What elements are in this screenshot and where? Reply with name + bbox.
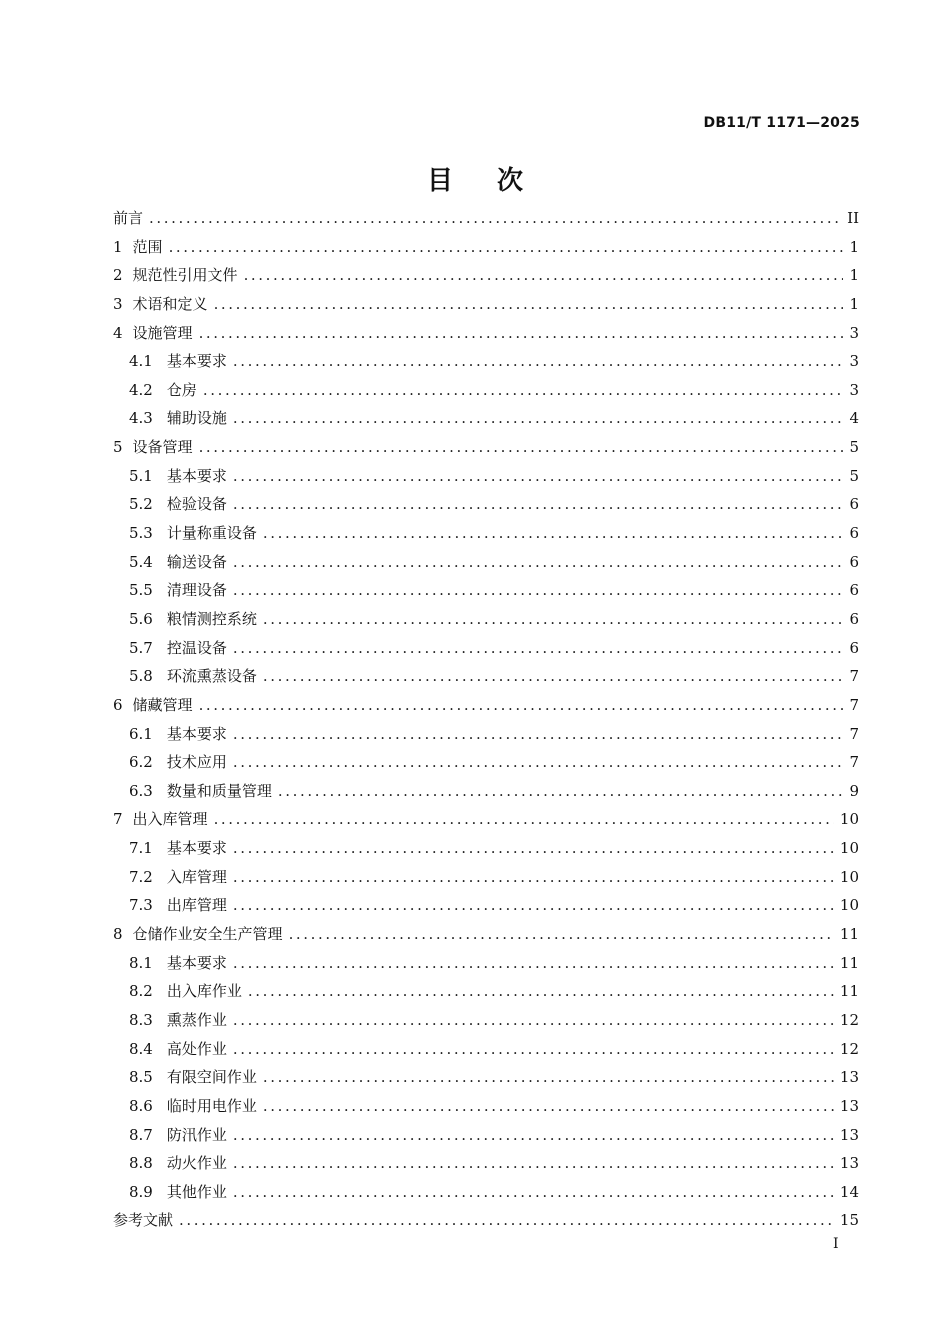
- toc-leader-dots: [233, 1035, 834, 1064]
- toc-entry[interactable]: [113, 662, 859, 691]
- toc-entry-label: 出入库管理: [132, 810, 208, 829]
- toc-entry-number: 6.2: [129, 753, 153, 772]
- toc-entry-number: 7.1: [129, 839, 153, 858]
- toc-entry-label: 其他作业: [166, 1182, 227, 1201]
- toc-entry-page: 11: [839, 982, 859, 1001]
- toc-entry-label: 环流熏蒸设备: [166, 667, 257, 686]
- toc-leader-dots: [233, 748, 843, 777]
- toc-entry-page: 3: [849, 380, 859, 399]
- toc-entry-page: 10: [839, 867, 859, 886]
- toc-entry-page: 4: [849, 409, 859, 428]
- toc-entry-number: 4.2: [129, 380, 153, 399]
- toc-leader-dots: [233, 1149, 834, 1178]
- toc-leader-dots: [233, 1006, 834, 1035]
- toc-entry-label: 基本要求: [166, 839, 227, 858]
- toc-entry-page: 10: [839, 896, 859, 915]
- toc-entry-label: 输送设备: [166, 552, 227, 571]
- toc-entry-label: 计量称重设备: [166, 524, 257, 543]
- toc-title-char-1: 目: [426, 166, 453, 196]
- toc-entry-page: 13: [839, 1154, 859, 1173]
- toc-entry-number: 6.3: [129, 781, 153, 800]
- page-folio: I: [833, 1236, 839, 1252]
- toc-entry[interactable]: [113, 404, 859, 433]
- toc-leader-dots: [233, 576, 843, 605]
- toc-entry[interactable]: [113, 319, 859, 348]
- toc-entry-page: 15: [839, 1211, 859, 1230]
- toc-title-char-2: 次: [497, 166, 524, 196]
- toc-entry-number: 5.2: [129, 495, 153, 514]
- toc-entry-number: 8.9: [129, 1182, 153, 1201]
- toc-entry[interactable]: [113, 691, 859, 720]
- toc-entry[interactable]: [113, 376, 859, 405]
- toc-entry-number: 7: [113, 810, 123, 829]
- toc-entry[interactable]: [113, 433, 859, 462]
- toc-entry-number: 7.3: [129, 896, 153, 915]
- toc-entry-number: 5.3: [129, 524, 153, 543]
- toc-entry[interactable]: [113, 204, 859, 233]
- toc-entry-number: 5.7: [129, 638, 153, 657]
- toc-leader-dots: [214, 290, 843, 319]
- toc-entry-page: 7: [849, 724, 859, 743]
- toc-leader-dots: [233, 891, 834, 920]
- toc-entry-label: 范围: [132, 237, 163, 256]
- toc-entry-label: 设备管理: [132, 438, 193, 457]
- toc-entry-number: 8.3: [129, 1010, 153, 1029]
- toc-entry[interactable]: [113, 605, 859, 634]
- toc-entry[interactable]: [113, 1178, 859, 1207]
- toc-entry-label: 参考文献: [113, 1211, 174, 1230]
- table-of-contents: [113, 204, 859, 1235]
- toc-entry-label: 出入库作业: [166, 982, 242, 1001]
- toc-entry-label: 清理设备: [166, 581, 227, 600]
- toc-entry-number: 5.1: [129, 466, 153, 485]
- toc-entry-page: 10: [839, 810, 859, 829]
- toc-entry-number: 6: [113, 695, 123, 714]
- toc-entry-page: 1: [849, 294, 859, 313]
- toc-entry-label: 控温设备: [166, 638, 227, 657]
- toc-entry-label: 检验设备: [166, 495, 227, 514]
- toc-entry-label: 临时用电作业: [166, 1096, 257, 1115]
- toc-entry-page: 11: [839, 953, 859, 972]
- toc-leader-dots: [233, 1178, 834, 1207]
- toc-entry-page: 5: [849, 438, 859, 457]
- toc-leader-dots: [233, 834, 834, 863]
- toc-leader-dots: [203, 376, 843, 405]
- toc-entry-label: 防汛作业: [166, 1125, 227, 1144]
- toc-entry-label: 仓房: [166, 380, 197, 399]
- toc-entry-page: 14: [839, 1182, 859, 1201]
- toc-leader-dots: [263, 1063, 834, 1092]
- toc-entry-page: 13: [839, 1125, 859, 1144]
- toc-leader-dots: [199, 319, 843, 348]
- toc-entry-number: 8.8: [129, 1154, 153, 1173]
- toc-entry[interactable]: [113, 1206, 859, 1235]
- toc-entry-page: 13: [839, 1096, 859, 1115]
- toc-entry-label: 入库管理: [166, 867, 227, 886]
- toc-entry-label: 基本要求: [166, 352, 227, 371]
- toc-entry-label: 熏蒸作业: [166, 1010, 227, 1029]
- toc-entry-number: 8.1: [129, 953, 153, 972]
- toc-entry[interactable]: [113, 519, 859, 548]
- toc-entry-number: 5: [113, 438, 123, 457]
- toc-entry-number: 5.8: [129, 667, 153, 686]
- toc-entry-label: 基本要求: [166, 953, 227, 972]
- toc-entry-page: 11: [839, 925, 859, 944]
- toc-entry-label: 前言: [113, 209, 144, 227]
- toc-leader-dots: [233, 462, 843, 491]
- toc-leader-dots: [214, 805, 834, 834]
- toc-entry[interactable]: [113, 834, 859, 863]
- toc-entry[interactable]: [113, 462, 859, 491]
- toc-entry-page: 7: [849, 753, 859, 772]
- toc-entry[interactable]: [113, 949, 859, 978]
- toc-entry-page: 6: [849, 524, 859, 543]
- toc-entry-label: 粮情测控系统: [166, 609, 257, 628]
- toc-leader-dots: [233, 1121, 834, 1150]
- toc-leader-dots: [199, 691, 843, 720]
- toc-entry-label: 规范性引用文件: [132, 266, 238, 285]
- toc-entry-number: 4.1: [129, 352, 153, 371]
- toc-entry[interactable]: [113, 1121, 859, 1150]
- toc-entry-label: 高处作业: [166, 1039, 227, 1058]
- toc-entry[interactable]: [113, 490, 859, 519]
- toc-entry-page: 6: [849, 609, 859, 628]
- toc-entry-number: 8.6: [129, 1096, 153, 1115]
- toc-entry-page: 13: [839, 1068, 859, 1087]
- toc-leader-dots: [179, 1206, 834, 1235]
- toc-entry-number: 8.5: [129, 1068, 153, 1087]
- toc-leader-dots: [233, 949, 834, 978]
- toc-entry-number: 2: [113, 266, 123, 285]
- toc-entry[interactable]: [113, 805, 859, 834]
- toc-entry[interactable]: [113, 261, 859, 290]
- toc-entry-page: 6: [849, 495, 859, 514]
- toc-entry-number: 6.1: [129, 724, 153, 743]
- toc-entry-number: 8.2: [129, 982, 153, 1001]
- toc-entry-label: 仓储作业安全生产管理: [132, 925, 283, 944]
- toc-leader-dots: [233, 404, 843, 433]
- toc-entry[interactable]: [113, 290, 859, 319]
- toc-leader-dots: [233, 490, 843, 519]
- toc-entry-label: 技术应用: [166, 753, 227, 772]
- toc-leader-dots: [263, 519, 843, 548]
- toc-entry-number: 5.5: [129, 581, 153, 600]
- toc-entry-page: 3: [849, 352, 859, 371]
- toc-leader-dots: [233, 634, 843, 663]
- toc-entry[interactable]: [113, 748, 859, 777]
- toc-entry-label: 储藏管理: [132, 695, 193, 714]
- document-code: DB11/T 1171—2025: [703, 115, 860, 131]
- toc-leader-dots: [169, 233, 843, 262]
- toc-entry-number: 5.4: [129, 552, 153, 571]
- toc-entry-number: 8: [113, 925, 123, 944]
- toc-entry-page: 6: [849, 581, 859, 600]
- toc-entry-page: 3: [849, 323, 859, 342]
- toc-leader-dots: [248, 977, 834, 1006]
- toc-entry-number: 3: [113, 294, 123, 313]
- toc-entry[interactable]: [113, 1149, 859, 1178]
- toc-entry-page: 9: [849, 781, 859, 800]
- toc-entry[interactable]: [113, 1035, 859, 1064]
- toc-title: [0, 160, 950, 197]
- toc-entry-number: 7.2: [129, 867, 153, 886]
- toc-entry-label: 有限空间作业: [166, 1068, 257, 1087]
- toc-entry[interactable]: [113, 977, 859, 1006]
- toc-entry-page: 12: [839, 1039, 859, 1058]
- toc-leader-dots: [149, 204, 841, 233]
- toc-leader-dots: [263, 1092, 834, 1121]
- toc-leader-dots: [233, 720, 843, 749]
- toc-leader-dots: [233, 863, 834, 892]
- toc-entry[interactable]: [113, 347, 859, 376]
- toc-entry-label: 术语和定义: [132, 294, 208, 313]
- toc-leader-dots: [289, 920, 834, 949]
- toc-entry-label: 数量和质量管理: [166, 781, 272, 800]
- toc-leader-dots: [263, 662, 843, 691]
- toc-entry-label: 出库管理: [166, 896, 227, 915]
- toc-entry[interactable]: [113, 777, 859, 806]
- toc-entry-label: 基本要求: [166, 724, 227, 743]
- toc-entry[interactable]: [113, 720, 859, 749]
- toc-entry-page: 1: [849, 266, 859, 285]
- toc-entry[interactable]: [113, 548, 859, 577]
- toc-entry[interactable]: [113, 576, 859, 605]
- toc-leader-dots: [233, 548, 843, 577]
- toc-entry-page: 7: [849, 667, 859, 686]
- toc-entry-page: 6: [849, 638, 859, 657]
- toc-entry[interactable]: [113, 920, 859, 949]
- toc-entry[interactable]: [113, 863, 859, 892]
- toc-entry-page: 6: [849, 552, 859, 571]
- toc-entry-page: 5: [849, 466, 859, 485]
- toc-entry-page: 12: [839, 1010, 859, 1029]
- toc-entry-label: 辅助设施: [166, 409, 227, 428]
- toc-entry-page: 1: [849, 237, 859, 256]
- toc-entry-page: 10: [839, 839, 859, 858]
- toc-entry-label: 设施管理: [132, 323, 193, 342]
- toc-entry-number: 4: [113, 323, 123, 342]
- toc-entry-number: 8.7: [129, 1125, 153, 1144]
- toc-leader-dots: [233, 347, 843, 376]
- toc-entry-number: 5.6: [129, 609, 153, 628]
- toc-entry-number: 1: [113, 237, 123, 256]
- toc-entry[interactable]: [113, 1063, 859, 1092]
- toc-entry[interactable]: [113, 1006, 859, 1035]
- toc-entry[interactable]: [113, 233, 859, 262]
- toc-entry-label: 基本要求: [166, 466, 227, 485]
- toc-entry-number: 4.3: [129, 409, 153, 428]
- toc-entry[interactable]: [113, 634, 859, 663]
- toc-leader-dots: [263, 605, 843, 634]
- toc-entry[interactable]: [113, 891, 859, 920]
- toc-entry-number: 8.4: [129, 1039, 153, 1058]
- toc-entry-page: II: [847, 209, 859, 227]
- toc-entry[interactable]: [113, 1092, 859, 1121]
- toc-leader-dots: [199, 433, 843, 462]
- toc-leader-dots: [278, 777, 843, 806]
- toc-leader-dots: [244, 261, 843, 290]
- toc-entry-label: 动火作业: [166, 1154, 227, 1173]
- toc-entry-page: 7: [849, 695, 859, 714]
